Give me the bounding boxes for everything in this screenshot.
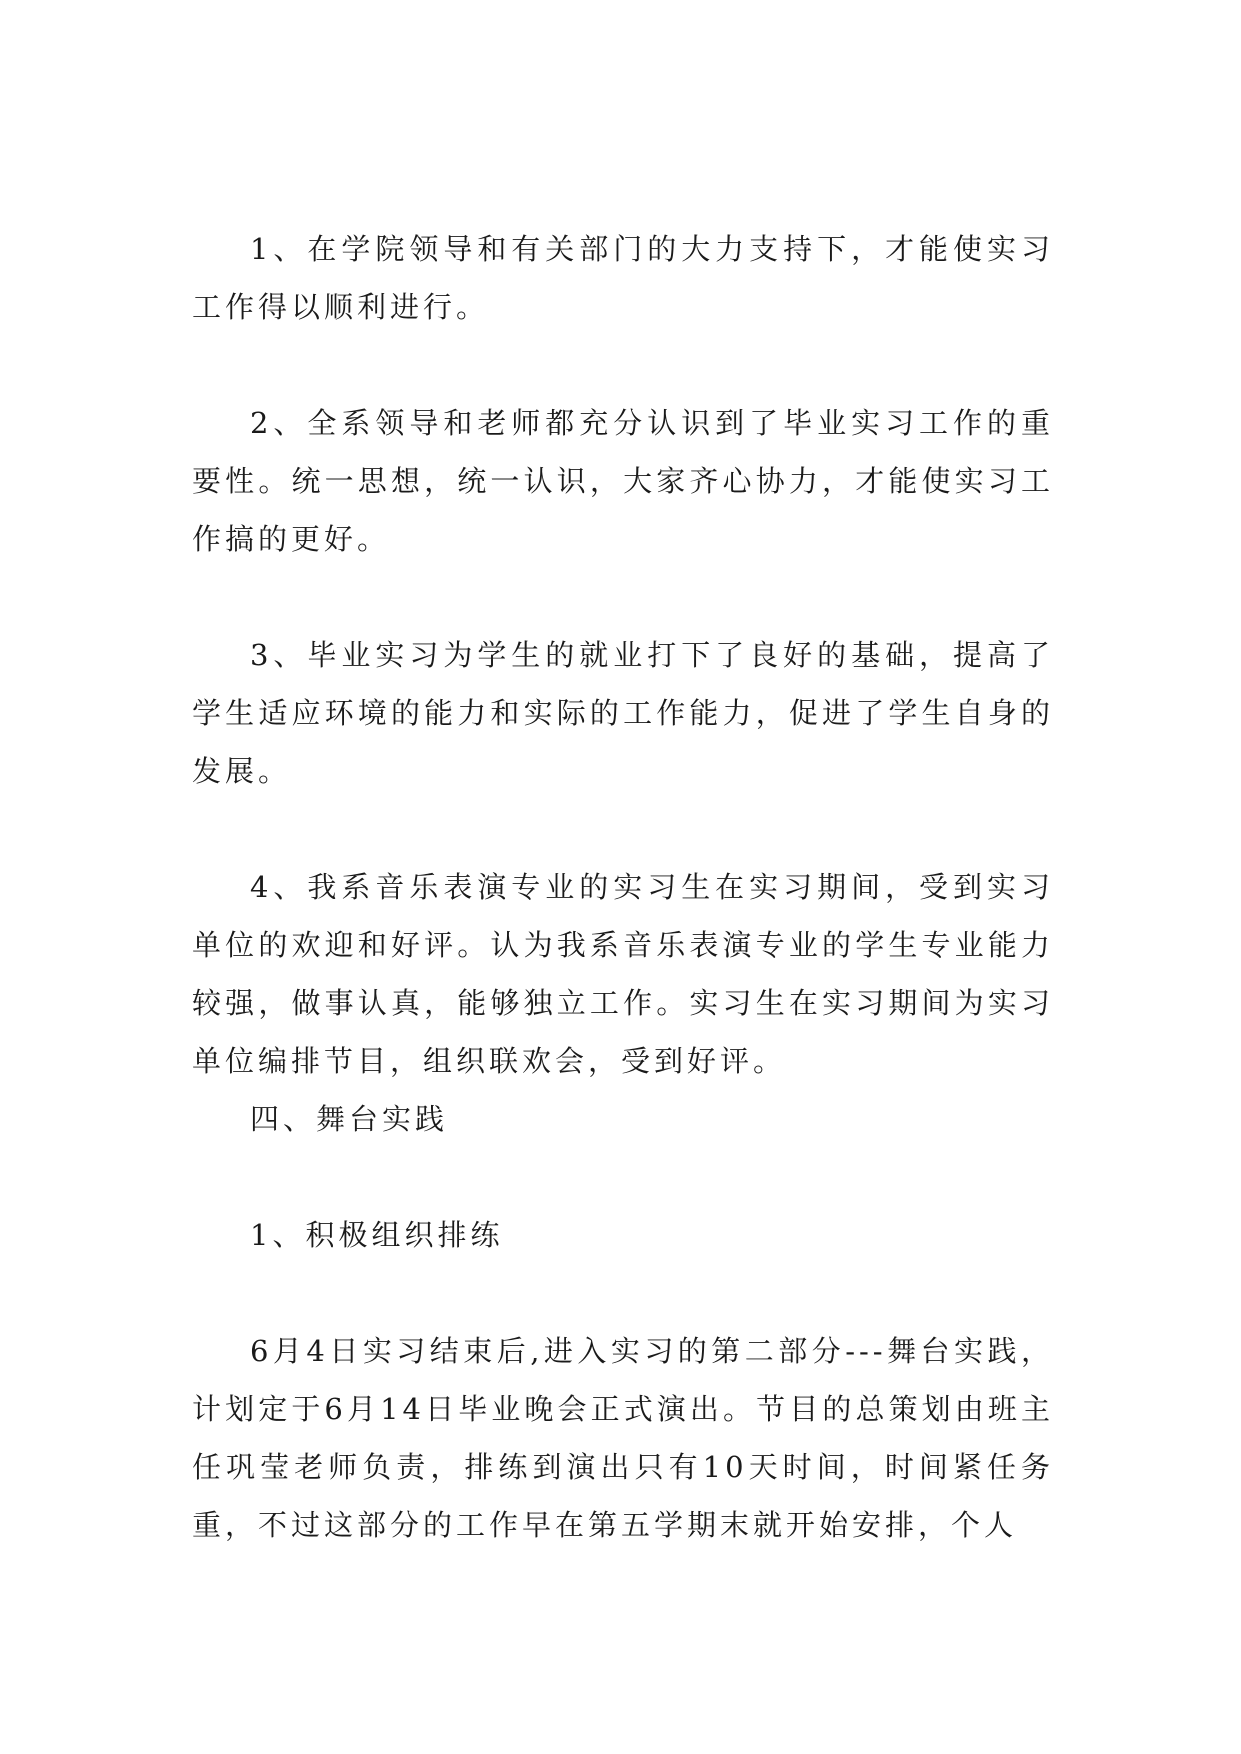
subsection-heading: 1、积极组织排练 <box>250 1218 504 1252</box>
section-heading: 四、舞台实践 <box>250 1102 449 1136</box>
paragraph-4: 4、我系音乐表演专业的实习生在实习期间，受到实习单位的欢迎和好评。认为我系音乐表演专业的学生专业能力较强，做事认真，能够独立工作。实习生在实习期间为实习单位编排节目，组织联欢会，受到好评。 <box>192 870 1054 1078</box>
paragraph-3: 3、毕业实习为学生的就业打下了良好的基础，提高了学生适应环境的能力和实际的工作能力，促进了学生自身的发展。 <box>192 638 1054 788</box>
paragraph-1: 1、在学院领导和有关部门的大力支持下，才能使实习工作得以顺利进行。 <box>192 232 1054 324</box>
paragraph-5: 6月4日实习结束后,进入实习的第二部分---舞台实践，计划定于6月14日毕业晚会正式演出。节目的总策划由班主任巩莹老师负责，排练到演出只有10天时间，时间紧任务重，不过这部分的工作早在第五学期末就开始安排，个人 <box>192 1334 1054 1542</box>
paragraph-2: 2、全系领导和老师都充分认识到了毕业实习工作的重要性。统一思想，统一认识，大家齐心协力，才能使实习工作搞的更好。 <box>192 406 1054 556</box>
document-body <box>192 220 1054 1554</box>
